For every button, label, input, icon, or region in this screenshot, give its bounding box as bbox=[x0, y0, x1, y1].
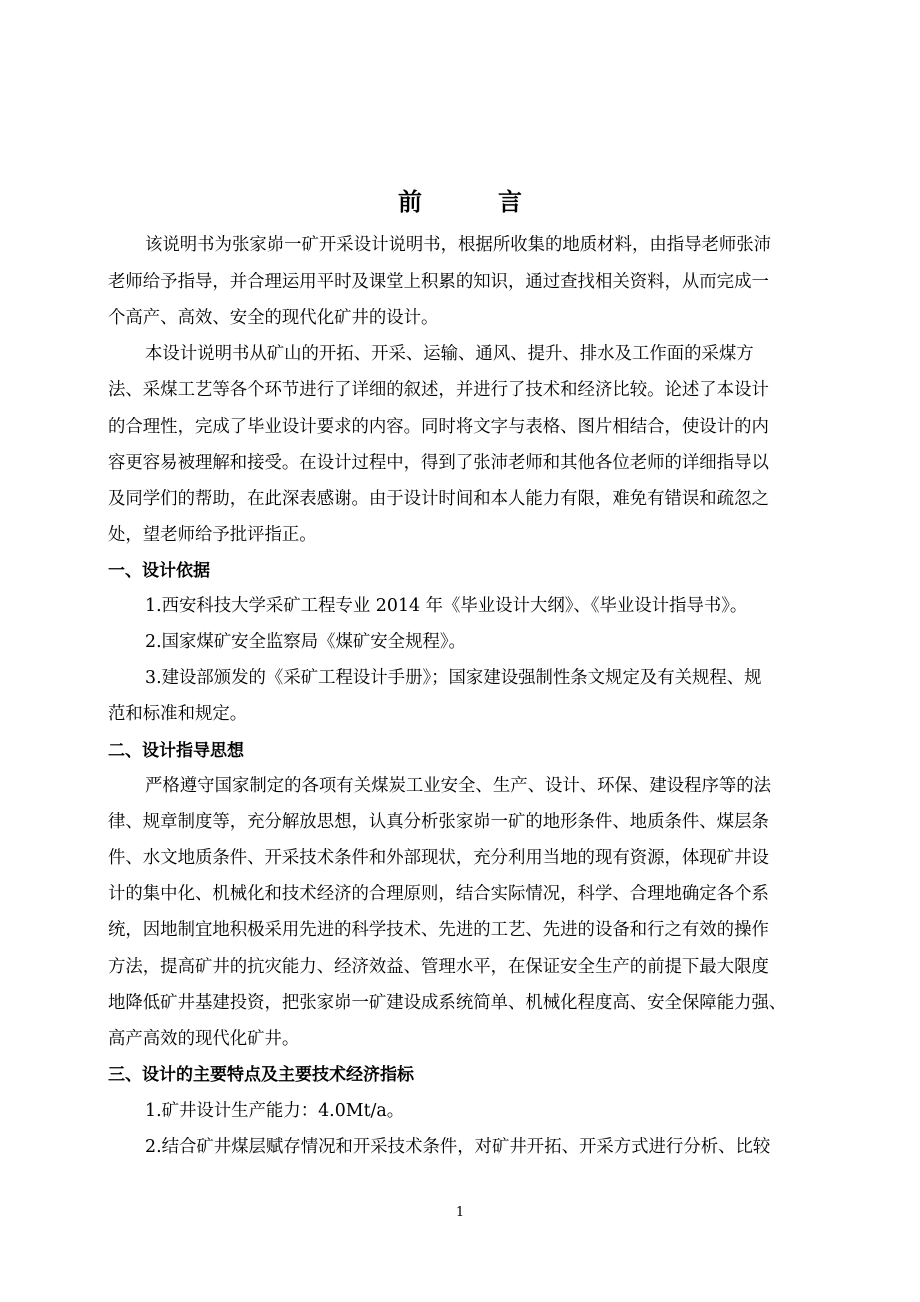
list-item: 1.西安科技大学采矿工程专业 2014 年《毕业设计大纲》、《毕业设计指导书》。 bbox=[145, 596, 748, 616]
list-item: 3.建设部颁发的《采矿工程设计手册》；国家建设强制性条文规定及有关规程、规 bbox=[145, 668, 762, 688]
list-item: 2.结合矿井煤层赋存情况和开采技术条件，对矿井开拓、开采方式进行分析、比较 bbox=[145, 1137, 771, 1157]
paragraph-line: 处，望老师给予批评指正。 bbox=[108, 525, 317, 545]
paragraph-line: 计的集中化、机械化和技术经济的合理原则，结合实际情况，科学、合理地确定各个系 bbox=[108, 884, 769, 904]
paragraph-line: 本设计说明书从矿山的开拓、开采、运输、通风、提升、排水及工作面的采煤方 bbox=[145, 344, 754, 364]
paragraph-line: 该说明书为张家峁一矿开采设计说明书，根据所收集的地质材料，由指导老师张沛 bbox=[145, 235, 772, 255]
paragraph-line: 范和标准和规定。 bbox=[108, 704, 248, 724]
paragraph-line: 律、规章制度等，充分解放思想，认真分析张家峁一矿的地形条件、地质条件、煤层条 bbox=[108, 812, 769, 832]
section-heading: 三、设计的主要特点及主要技术经济指标 bbox=[108, 1065, 414, 1085]
paragraph-line: 统，因地制宜地积极采用先进的科学技术、先进的工艺、先进的设备和行之有效的操作 bbox=[108, 920, 769, 940]
section-heading: 一、设计依据 bbox=[108, 561, 210, 581]
list-item: 2.国家煤矿安全监察局《煤矿安全规程》。 bbox=[145, 632, 466, 652]
page-number: 1 bbox=[455, 1205, 465, 1220]
page-title: 前 言 bbox=[398, 188, 548, 216]
paragraph-line: 地降低矿井基建投资，把张家峁一矿建设成系统简单、机械化程度高、安全保障能力强、 bbox=[108, 993, 787, 1013]
paragraph-line: 件、水文地质条件、开采技术条件和外部现状，充分利用当地的现有资源，体现矿井设 bbox=[108, 848, 769, 868]
paragraph-line: 法、采煤工艺等各个环节进行了详细的叙述，并进行了技术和经济比较。论述了本设计 bbox=[108, 380, 769, 400]
paragraph-line: 严格遵守国家制定的各项有关煤炭工业安全、生产、设计、环保、建设程序等的法 bbox=[145, 776, 772, 796]
section-heading: 二、设计指导思想 bbox=[108, 741, 244, 761]
paragraph-line: 老师给予指导，并合理运用平时及课堂上积累的知识，通过查找相关资料，从而完成一 bbox=[108, 272, 769, 292]
paragraph-line: 高产高效的现代化矿井。 bbox=[108, 1029, 300, 1049]
paragraph-line: 方法，提高矿井的抗灾能力、经济效益、管理水平，在保证安全生产的前提下最大限度 bbox=[108, 957, 769, 977]
paragraph-line: 个高产、高效、安全的现代化矿井的设计。 bbox=[108, 308, 439, 328]
list-item: 1.矿井设计生产能力：4.0Mt/a。 bbox=[145, 1101, 405, 1121]
paragraph-line: 的合理性，完成了毕业设计要求的内容。同时将文字与表格、图片相结合，使设计的内 bbox=[108, 417, 769, 437]
paragraph-line: 容更容易被理解和接受。在设计过程中，得到了张沛老师和其他各位老师的详细指导以 bbox=[108, 453, 769, 473]
paragraph-line: 及同学们的帮助，在此深表感谢。由于设计时间和本人能力有限，难免有错误和疏忽之 bbox=[108, 489, 769, 509]
